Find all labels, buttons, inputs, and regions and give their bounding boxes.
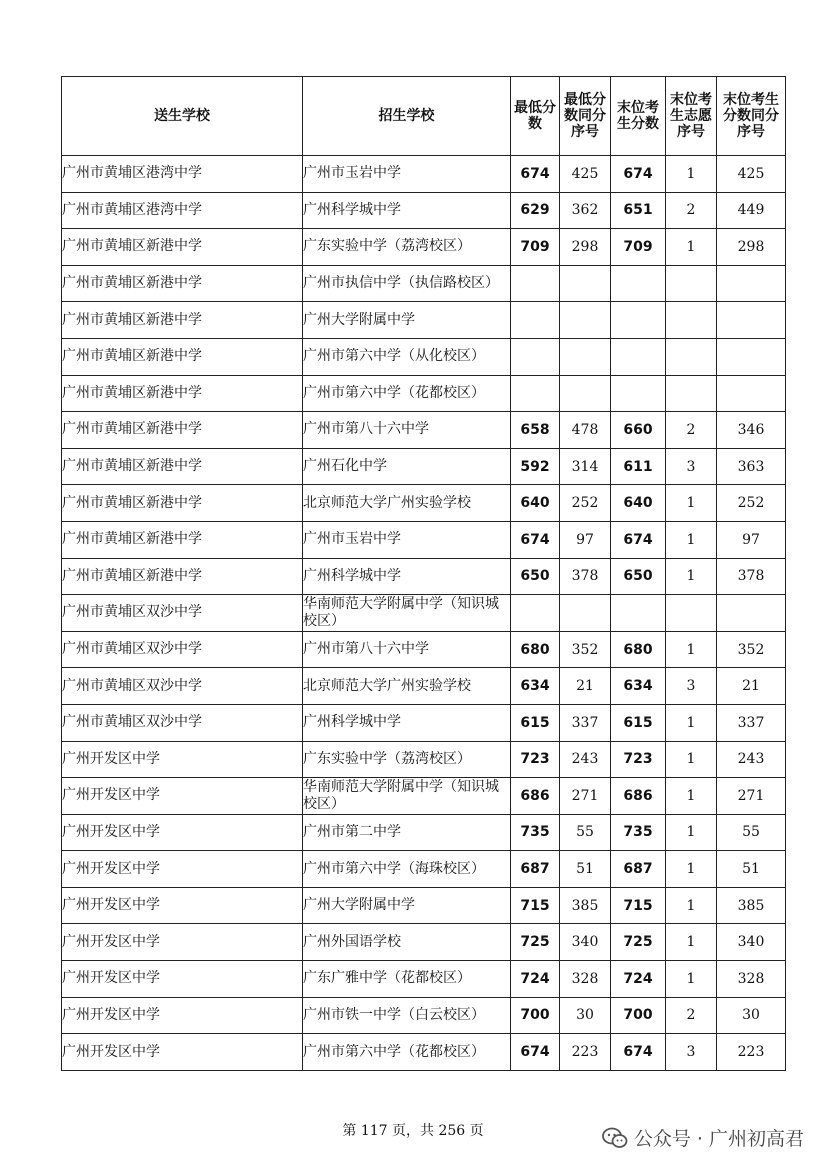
min-score-cell: 709 [511, 229, 560, 266]
header-last-choice-rank: 末位考生志愿序号 [666, 77, 717, 156]
min-score-cell: 658 [511, 412, 560, 449]
table-row [62, 851, 786, 888]
sending-school-cell: 广州开发区中学 [62, 997, 303, 1034]
last-choice-rank-cell [666, 375, 717, 412]
min-score-tie-rank-cell: 378 [560, 558, 611, 595]
last-score-tie-rank-cell: 385 [717, 887, 786, 924]
last-score-cell [611, 595, 666, 632]
table-row [62, 192, 786, 229]
last-choice-rank-cell [666, 265, 717, 302]
last-score-cell: 725 [611, 924, 666, 961]
header-last-score: 末位考生分数 [611, 77, 666, 156]
table-row [62, 961, 786, 998]
last-choice-rank-cell: 3 [666, 448, 717, 485]
last-score-cell: 650 [611, 558, 666, 595]
table-row [62, 302, 786, 339]
last-score-tie-rank-cell [717, 338, 786, 375]
min-score-tie-rank-cell: 97 [560, 521, 611, 558]
table-row [62, 997, 786, 1034]
min-score-tie-rank-cell [560, 338, 611, 375]
last-choice-rank-cell: 1 [666, 924, 717, 961]
admitting-school-cell: 广州市第八十六中学 [303, 631, 511, 668]
sending-school-cell: 广州市黄埔区新港中学 [62, 521, 303, 558]
table-header-row [62, 77, 786, 156]
last-score-tie-rank-cell: 346 [717, 412, 786, 449]
last-score-tie-rank-cell: 21 [717, 668, 786, 705]
admitting-school-cell: 华南师范大学附属中学（知识城校区） [303, 595, 511, 632]
min-score-cell: 615 [511, 704, 560, 741]
admitting-school-cell: 广州科学城中学 [303, 192, 511, 229]
last-score-cell: 687 [611, 851, 666, 888]
admitting-school-cell: 华南师范大学附属中学（知识城校区） [303, 778, 511, 815]
admitting-school-cell: 广州市第六中学（海珠校区） [303, 851, 511, 888]
admitting-school-cell: 广州市执信中学（执信路校区） [303, 265, 511, 302]
table-row [62, 412, 786, 449]
last-score-tie-rank-cell: 298 [717, 229, 786, 266]
last-choice-rank-cell: 2 [666, 412, 717, 449]
last-score-cell: 674 [611, 521, 666, 558]
sending-school-cell: 广州市黄埔区新港中学 [62, 338, 303, 375]
admitting-school-cell: 广州市第二中学 [303, 814, 511, 851]
min-score-cell: 674 [511, 1034, 560, 1071]
sending-school-cell: 广州开发区中学 [62, 851, 303, 888]
min-score-cell: 687 [511, 851, 560, 888]
sending-school-cell: 广州开发区中学 [62, 814, 303, 851]
last-choice-rank-cell: 2 [666, 997, 717, 1034]
sending-school-cell: 广州市黄埔区双沙中学 [62, 668, 303, 705]
sending-school-cell: 广州市黄埔区双沙中学 [62, 595, 303, 632]
last-choice-rank-cell: 1 [666, 485, 717, 522]
last-score-tie-rank-cell: 378 [717, 558, 786, 595]
table-row [62, 704, 786, 741]
min-score-cell: 724 [511, 961, 560, 998]
min-score-tie-rank-cell [560, 265, 611, 302]
last-score-tie-rank-cell: 30 [717, 997, 786, 1034]
min-score-tie-rank-cell: 51 [560, 851, 611, 888]
admitting-school-cell: 广州市玉岩中学 [303, 521, 511, 558]
min-score-tie-rank-cell: 298 [560, 229, 611, 266]
sending-school-cell: 广州市黄埔区港湾中学 [62, 156, 303, 193]
last-choice-rank-cell: 1 [666, 229, 717, 266]
admitting-school-cell: 广州市铁一中学（白云校区） [303, 997, 511, 1034]
last-choice-rank-cell: 1 [666, 961, 717, 998]
min-score-tie-rank-cell: 352 [560, 631, 611, 668]
min-score-tie-rank-cell: 478 [560, 412, 611, 449]
last-score-tie-rank-cell: 449 [717, 192, 786, 229]
min-score-cell: 674 [511, 156, 560, 193]
last-score-cell: 723 [611, 741, 666, 778]
last-score-tie-rank-cell: 97 [717, 521, 786, 558]
admitting-school-cell: 广州大学附属中学 [303, 302, 511, 339]
table-row [62, 338, 786, 375]
table-row [62, 375, 786, 412]
last-score-cell: 700 [611, 997, 666, 1034]
admitting-school-cell: 广州市第六中学（花都校区） [303, 1034, 511, 1071]
last-score-tie-rank-cell [717, 595, 786, 632]
min-score-cell [511, 302, 560, 339]
sending-school-cell: 广州开发区中学 [62, 778, 303, 815]
last-score-cell: 735 [611, 814, 666, 851]
admitting-school-cell: 广州石化中学 [303, 448, 511, 485]
last-choice-rank-cell: 2 [666, 192, 717, 229]
page-number: 第 117 页，共 256 页 [342, 1123, 484, 1139]
table-row [62, 521, 786, 558]
last-score-tie-rank-cell: 223 [717, 1034, 786, 1071]
admitting-school-cell: 北京师范大学广州实验学校 [303, 668, 511, 705]
last-score-cell [611, 338, 666, 375]
min-score-cell: 735 [511, 814, 560, 851]
admitting-school-cell: 广东广雅中学（花都校区） [303, 961, 511, 998]
table-row [62, 485, 786, 522]
table-row [62, 558, 786, 595]
header-min-score: 最低分数 [511, 77, 560, 156]
last-choice-rank-cell: 1 [666, 741, 717, 778]
last-choice-rank-cell: 1 [666, 851, 717, 888]
header-last-score-tie-rank: 末位考生分数同分序号 [717, 77, 786, 156]
table-row [62, 156, 786, 193]
sending-school-cell: 广州市黄埔区新港中学 [62, 558, 303, 595]
min-score-tie-rank-cell: 30 [560, 997, 611, 1034]
min-score-tie-rank-cell: 425 [560, 156, 611, 193]
min-score-tie-rank-cell: 337 [560, 704, 611, 741]
table-row [62, 448, 786, 485]
table-row [62, 814, 786, 851]
last-score-tie-rank-cell: 51 [717, 851, 786, 888]
last-choice-rank-cell: 1 [666, 156, 717, 193]
last-score-tie-rank-cell: 55 [717, 814, 786, 851]
sending-school-cell: 广州开发区中学 [62, 961, 303, 998]
min-score-cell: 650 [511, 558, 560, 595]
min-score-tie-rank-cell: 340 [560, 924, 611, 961]
last-score-cell: 674 [611, 156, 666, 193]
admission-table [61, 76, 786, 1071]
last-choice-rank-cell: 1 [666, 631, 717, 668]
min-score-tie-rank-cell [560, 302, 611, 339]
last-score-tie-rank-cell [717, 375, 786, 412]
admitting-school-cell: 广东实验中学（荔湾校区） [303, 741, 511, 778]
last-choice-rank-cell [666, 595, 717, 632]
min-score-tie-rank-cell: 385 [560, 887, 611, 924]
last-score-cell: 686 [611, 778, 666, 815]
last-score-tie-rank-cell: 352 [717, 631, 786, 668]
min-score-tie-rank-cell: 243 [560, 741, 611, 778]
admitting-school-cell: 广州市玉岩中学 [303, 156, 511, 193]
min-score-cell [511, 265, 560, 302]
last-choice-rank-cell [666, 302, 717, 339]
watermark [602, 1124, 804, 1151]
last-score-cell [611, 375, 666, 412]
sending-school-cell: 广州市黄埔区新港中学 [62, 375, 303, 412]
last-score-tie-rank-cell: 252 [717, 485, 786, 522]
admitting-school-cell: 广州市第八十六中学 [303, 412, 511, 449]
admitting-school-cell: 广州市第六中学（从化校区） [303, 338, 511, 375]
sending-school-cell: 广州市黄埔区新港中学 [62, 229, 303, 266]
table-row [62, 1034, 786, 1071]
last-score-cell: 615 [611, 704, 666, 741]
admitting-school-cell: 广州科学城中学 [303, 704, 511, 741]
last-score-cell [611, 265, 666, 302]
min-score-cell: 640 [511, 485, 560, 522]
header-min-score-tie-rank: 最低分数同分序号 [560, 77, 611, 156]
table-row [62, 778, 786, 815]
sending-school-cell: 广州开发区中学 [62, 741, 303, 778]
last-score-cell: 709 [611, 229, 666, 266]
last-score-cell: 674 [611, 1034, 666, 1071]
last-score-tie-rank-cell: 243 [717, 741, 786, 778]
last-score-cell: 680 [611, 631, 666, 668]
admitting-school-cell: 广州科学城中学 [303, 558, 511, 595]
min-score-cell: 674 [511, 521, 560, 558]
last-choice-rank-cell: 1 [666, 887, 717, 924]
admitting-school-cell: 广州市第六中学（花都校区） [303, 375, 511, 412]
min-score-cell [511, 375, 560, 412]
admitting-school-cell: 广东实验中学（荔湾校区） [303, 229, 511, 266]
last-score-tie-rank-cell [717, 265, 786, 302]
last-score-cell: 724 [611, 961, 666, 998]
last-choice-rank-cell: 3 [666, 1034, 717, 1071]
sending-school-cell: 广州市黄埔区新港中学 [62, 265, 303, 302]
header-admitting-school: 招生学校 [303, 77, 511, 156]
sending-school-cell: 广州市黄埔区新港中学 [62, 448, 303, 485]
last-score-tie-rank-cell: 340 [717, 924, 786, 961]
last-score-cell [611, 302, 666, 339]
last-score-tie-rank-cell: 328 [717, 961, 786, 998]
sending-school-cell: 广州市黄埔区双沙中学 [62, 704, 303, 741]
last-choice-rank-cell: 1 [666, 558, 717, 595]
admitting-school-cell: 广州外国语学校 [303, 924, 511, 961]
sending-school-cell: 广州市黄埔区新港中学 [62, 412, 303, 449]
table-row [62, 631, 786, 668]
sending-school-cell: 广州开发区中学 [62, 887, 303, 924]
table-row [62, 265, 786, 302]
min-score-tie-rank-cell: 252 [560, 485, 611, 522]
watermark-text: 公众号 · 广州初高君 [633, 1128, 804, 1150]
min-score-tie-rank-cell: 21 [560, 668, 611, 705]
table-row [62, 741, 786, 778]
min-score-tie-rank-cell [560, 595, 611, 632]
min-score-cell: 634 [511, 668, 560, 705]
min-score-cell [511, 338, 560, 375]
last-choice-rank-cell: 1 [666, 704, 717, 741]
min-score-cell: 700 [511, 997, 560, 1034]
last-score-cell: 660 [611, 412, 666, 449]
last-score-cell: 651 [611, 192, 666, 229]
last-score-tie-rank-cell: 363 [717, 448, 786, 485]
table-row [62, 924, 786, 961]
last-score-cell: 640 [611, 485, 666, 522]
last-score-tie-rank-cell [717, 302, 786, 339]
last-choice-rank-cell: 1 [666, 521, 717, 558]
last-choice-rank-cell: 3 [666, 668, 717, 705]
min-score-tie-rank-cell: 328 [560, 961, 611, 998]
last-score-cell: 634 [611, 668, 666, 705]
admitting-school-cell: 北京师范大学广州实验学校 [303, 485, 511, 522]
min-score-tie-rank-cell: 271 [560, 778, 611, 815]
min-score-tie-rank-cell: 223 [560, 1034, 611, 1071]
min-score-cell: 725 [511, 924, 560, 961]
min-score-cell: 723 [511, 741, 560, 778]
min-score-cell: 680 [511, 631, 560, 668]
min-score-cell: 592 [511, 448, 560, 485]
min-score-cell: 686 [511, 778, 560, 815]
sending-school-cell: 广州市黄埔区双沙中学 [62, 631, 303, 668]
sending-school-cell: 广州市黄埔区新港中学 [62, 485, 303, 522]
last-score-cell: 611 [611, 448, 666, 485]
min-score-cell: 629 [511, 192, 560, 229]
table-row [62, 229, 786, 266]
last-choice-rank-cell [666, 338, 717, 375]
last-score-cell: 715 [611, 887, 666, 924]
sending-school-cell: 广州市黄埔区港湾中学 [62, 192, 303, 229]
min-score-tie-rank-cell: 362 [560, 192, 611, 229]
last-score-tie-rank-cell: 337 [717, 704, 786, 741]
sending-school-cell: 广州开发区中学 [62, 1034, 303, 1071]
last-score-tie-rank-cell: 425 [717, 156, 786, 193]
wechat-icon [602, 1127, 628, 1149]
min-score-cell [511, 595, 560, 632]
last-choice-rank-cell: 1 [666, 814, 717, 851]
last-choice-rank-cell: 1 [666, 778, 717, 815]
last-score-tie-rank-cell: 271 [717, 778, 786, 815]
sending-school-cell: 广州市黄埔区新港中学 [62, 302, 303, 339]
table-row [62, 668, 786, 705]
table-row [62, 595, 786, 632]
header-sending-school: 送生学校 [62, 77, 303, 156]
min-score-tie-rank-cell: 55 [560, 814, 611, 851]
admitting-school-cell: 广州大学附属中学 [303, 887, 511, 924]
min-score-tie-rank-cell: 314 [560, 448, 611, 485]
min-score-cell: 715 [511, 887, 560, 924]
sending-school-cell: 广州开发区中学 [62, 924, 303, 961]
table-row [62, 887, 786, 924]
min-score-tie-rank-cell [560, 375, 611, 412]
